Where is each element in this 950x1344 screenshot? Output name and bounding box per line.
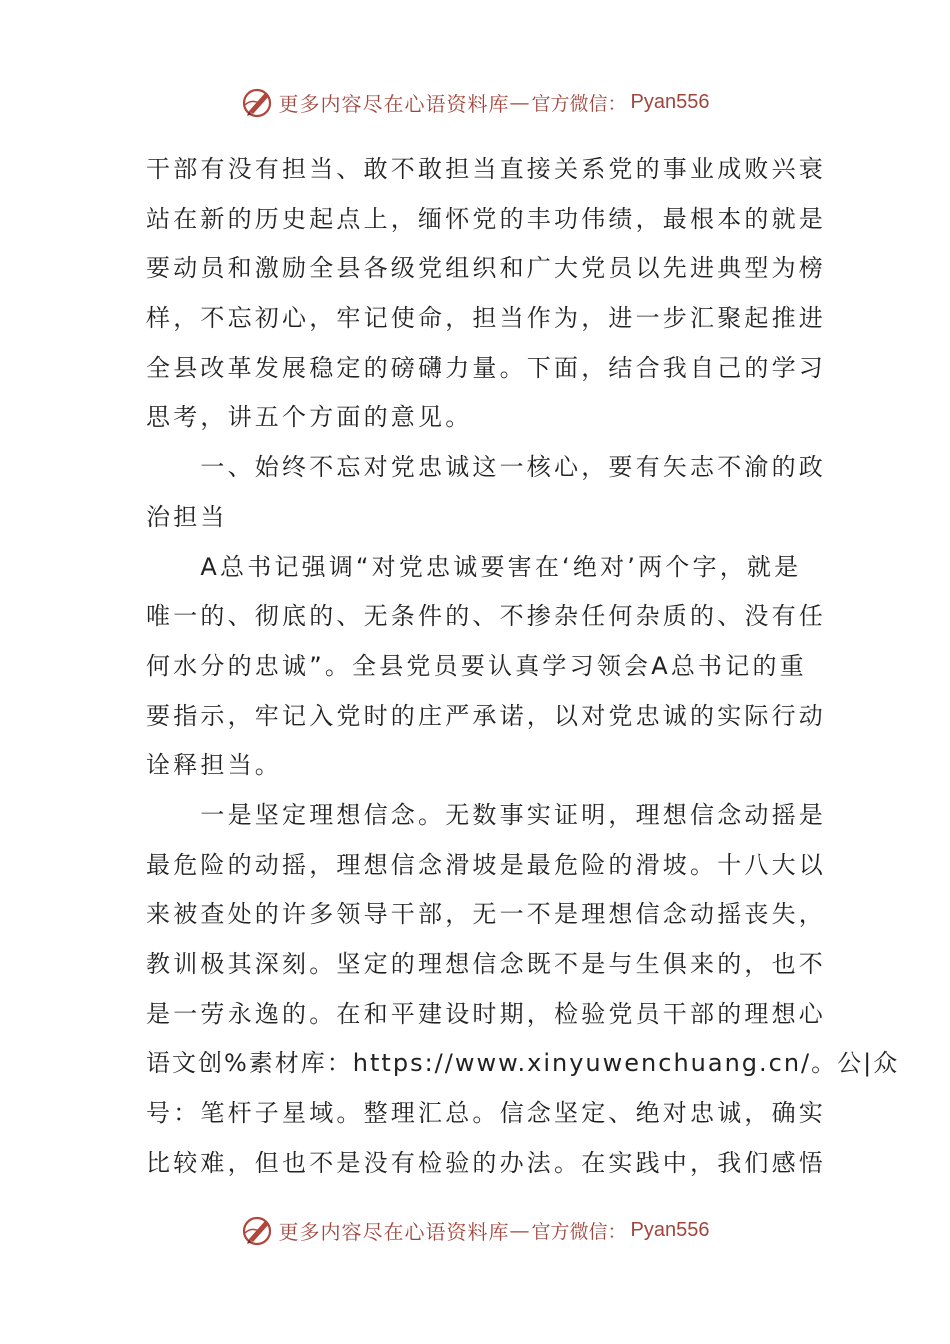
footer-banner	[0, 1210, 950, 1250]
body-line: 站在新的历史起点上，缅怀党的丰功伟绩，最根本的就是	[146, 204, 826, 233]
body-line: 思考，讲五个方面的意见。	[146, 403, 473, 432]
body-line: 样，不忘初心，牢记使命，担当作为，进一步汇聚起推进	[146, 304, 826, 333]
footer-wechat-label: 官方微信：	[531, 1220, 627, 1243]
body-line: A总书记强调“对党忠诚要害在‘绝对’两个字，就是	[146, 552, 802, 581]
body-line: 全县改革发展稳定的磅礴力量。下面，结合我自己的学习	[146, 353, 826, 382]
body-line: 何水分的忠诚”。全县党员要认真学习领会A总书记的重	[146, 651, 807, 680]
body-line: 要指示，牢记入党时的庄严承诺，以对党忠诚的实际行动	[146, 701, 826, 730]
header-banner-text: 更多内容尽在心语资料库	[278, 91, 510, 116]
body-line: 最危险的动摇，理想信念滑坡是最危险的滑坡。十八大以	[146, 850, 826, 879]
body-line: 教训极其深刻。坚定的理想信念既不是与生俱来的，也不	[146, 950, 826, 978]
document-body	[146, 145, 900, 1188]
header-banner-dash: —	[509, 90, 530, 114]
header-wechat-id: Pyan556	[630, 90, 710, 113]
footer-banner-text: 更多内容尽在心语资料库	[278, 1219, 510, 1244]
section-heading-line: 治担当	[146, 502, 228, 531]
body-line: 是一劳永逸的。在和平建设时期，检验党员干部的理想心	[146, 999, 826, 1028]
header-banner	[0, 82, 950, 122]
body-line: 来被查处的许多领导干部，无一不是理想信念动摇丧失，	[146, 900, 826, 929]
body-line: 一是坚定理想信念。无数事实证明，理想信念动摇是	[146, 800, 826, 829]
body-line: 唯一的、彻底的、无条件的、不掺杂任何杂质的、没有任	[146, 602, 826, 631]
body-line: 号：笔杆子星域。整理汇总。信念坚定、绝对忠诚，确实	[146, 1099, 826, 1128]
footer-banner-dash: —	[509, 1218, 530, 1242]
header-wechat-label: 官方微信：	[531, 92, 627, 115]
pen-circle-logo-icon	[241, 1213, 275, 1247]
body-line: 诠释担当。	[146, 751, 282, 780]
footer-wechat-id: Pyan556	[630, 1218, 710, 1241]
pen-circle-logo-icon	[241, 85, 275, 119]
body-line: 比较难，但也不是没有检验的办法。在实践中，我们感悟	[146, 1148, 826, 1177]
body-line: 干部有没有担当、敢不敢担当直接关系党的事业成败兴衰	[146, 155, 826, 183]
body-line: 要动员和激励全县各级党组织和广大党员以先进典型为榜	[146, 254, 826, 283]
section-heading-line: 一、始终不忘对党忠诚这一核心，要有矢志不渝的政	[146, 453, 826, 482]
body-line: 语文创%素材库：https://www.xinyuwenchuang.cn/。公|众	[146, 1049, 900, 1078]
